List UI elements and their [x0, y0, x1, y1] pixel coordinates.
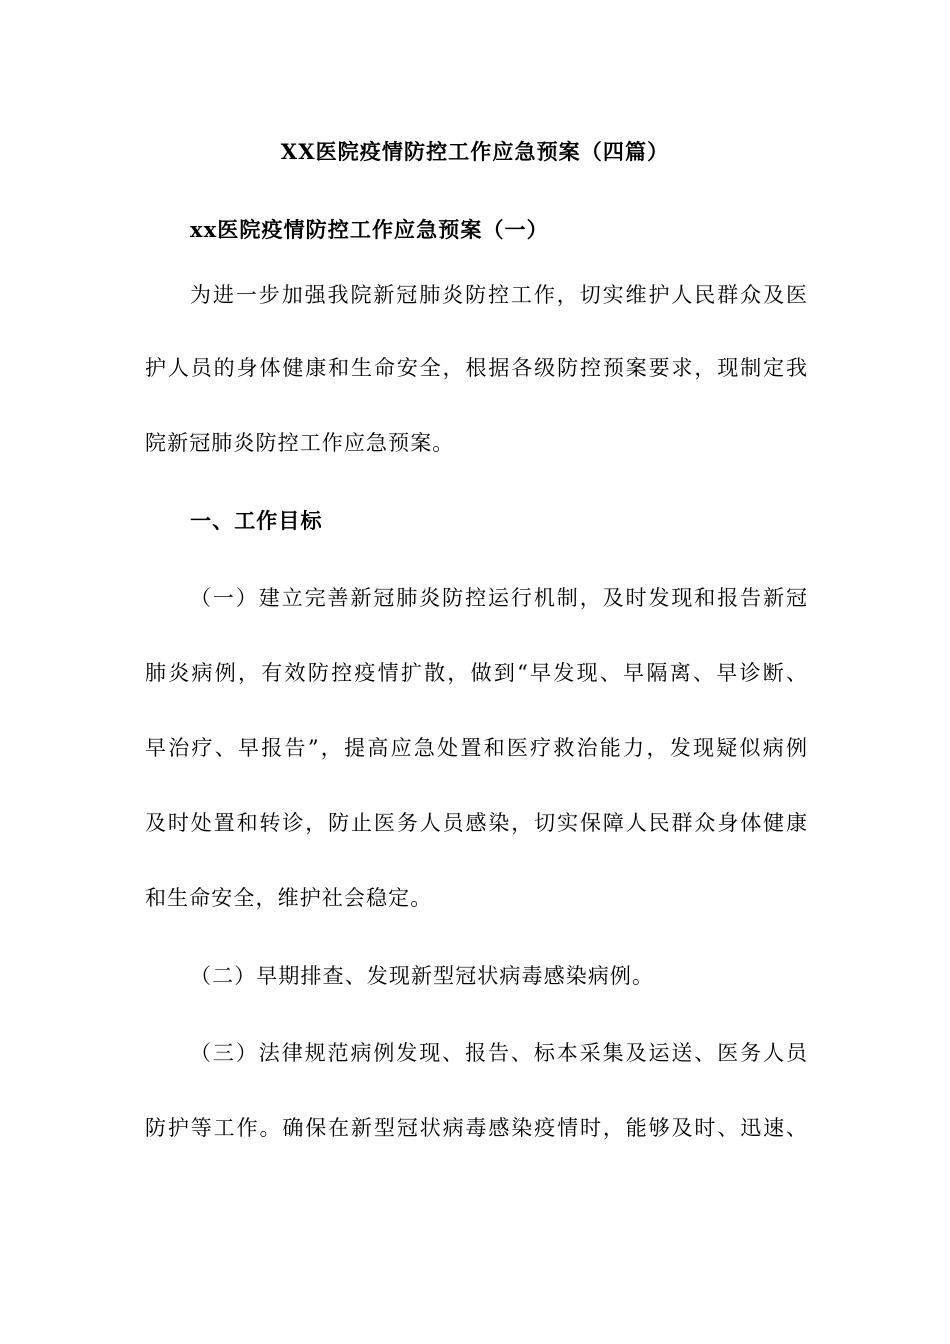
paragraph-line: 为进一步加强我院新冠肺炎防控工作，切实维护人民群众及医 — [190, 283, 807, 307]
paragraph-line: （三）法律规范病例发现、报告、标本采集及运送、医务人员 — [190, 1041, 807, 1065]
paragraph-line: 早治疗、早报告”，提高应急处置和医疗救治能力，发现疑似病例 — [145, 736, 807, 760]
document-title: XX医院疫情防控工作应急预案（四篇） — [280, 139, 670, 164]
paragraph-line: 肺炎病例，有效防控疫情扩散，做到“早发现、早隔离、早诊断、 — [145, 661, 807, 685]
paragraph-line: （二）早期排查、发现新型冠状病毒感染病例。 — [190, 964, 655, 988]
paragraph-line: 及时处置和转诊，防止医务人员感染，切实保障人民群众身体健康 — [145, 811, 807, 835]
section-heading: 一、工作目标 — [190, 508, 323, 533]
paragraph-line: 院新冠肺炎防控工作应急预案。 — [145, 431, 455, 455]
paragraph-line: （一）建立完善新冠肺炎防控运行机制，及时发现和报告新冠 — [190, 586, 807, 610]
paragraph-line: 防护等工作。确保在新型冠状病毒感染疫情时，能够及时、迅速、 — [145, 1116, 807, 1140]
section-subtitle: xx医院疫情防控工作应急预案（一） — [190, 217, 549, 242]
paragraph-line: 和生命安全，维护社会稳定。 — [145, 886, 433, 910]
paragraph-line: 护人员的身体健康和生命安全，根据各级防控预案要求，现制定我 — [145, 356, 807, 380]
